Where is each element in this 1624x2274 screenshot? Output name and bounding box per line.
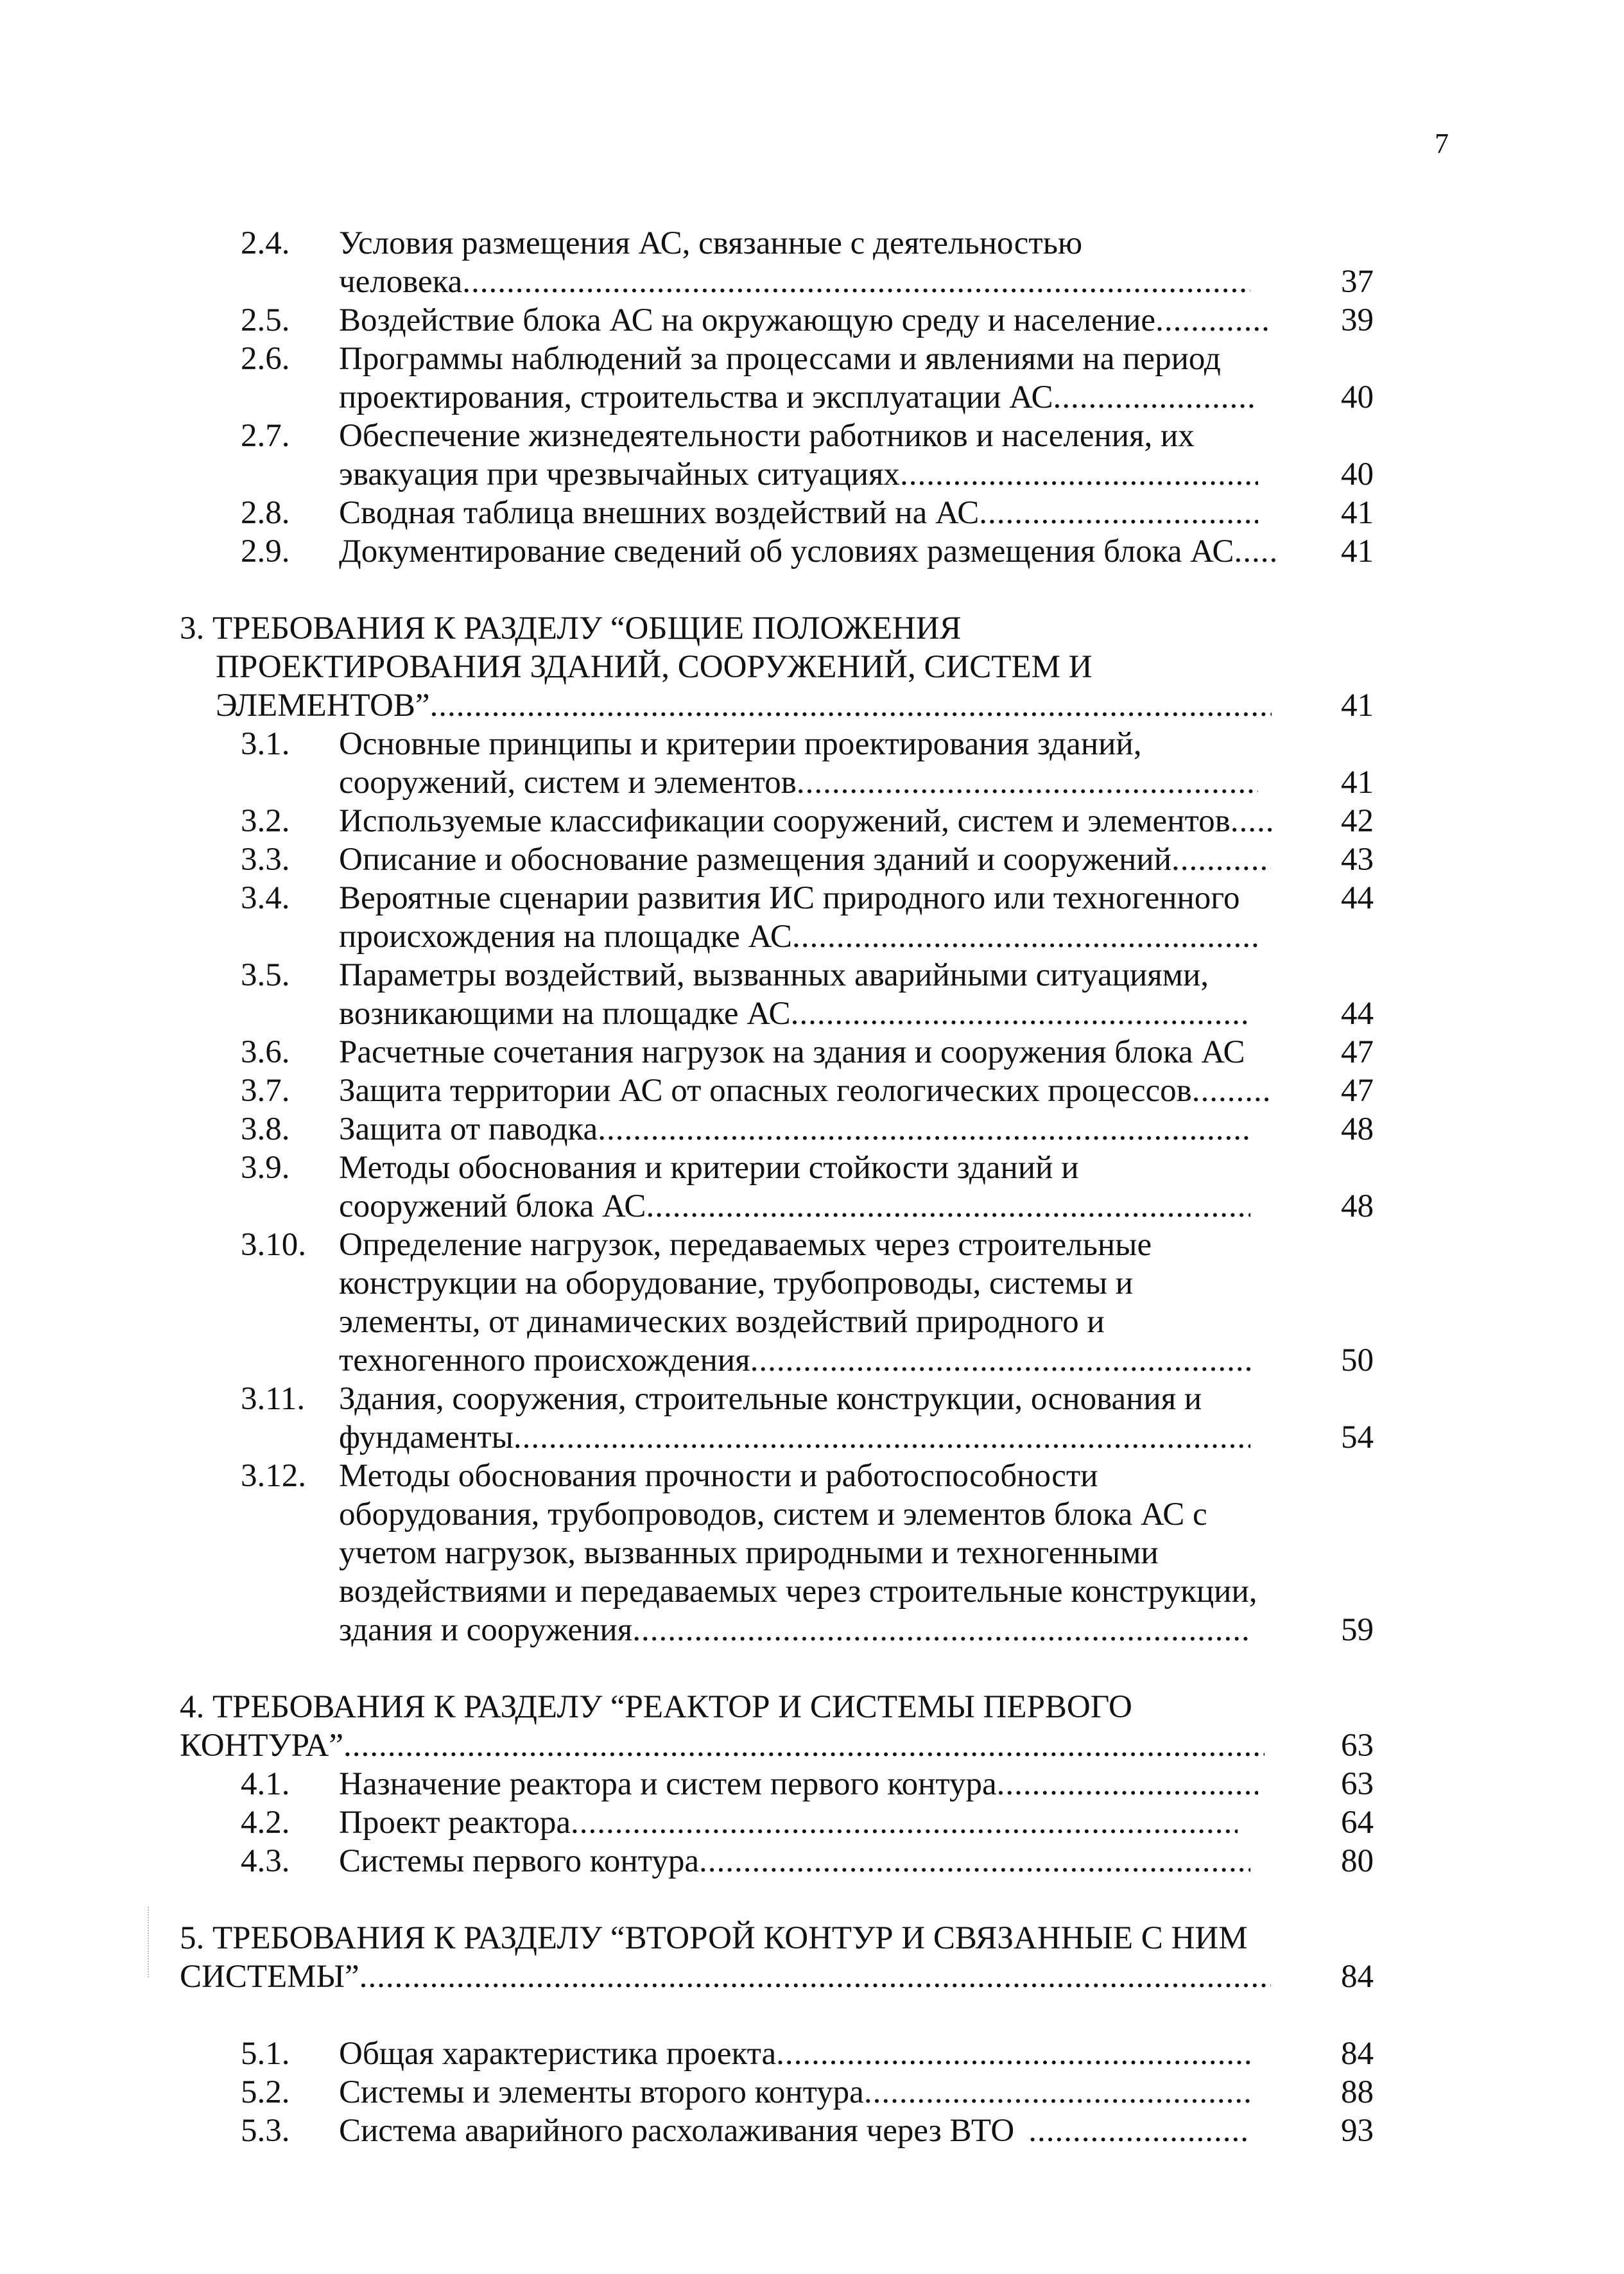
section-heading: 5. ТРЕБОВАНИЯ К РАЗДЕЛУ “ВТОРОЙ КОНТУР И СВЯЗАННЫЕ С НИМ	[180, 1920, 1248, 1956]
entry-title-leader: сооружений, систем и элементов .....	[339, 764, 1258, 801]
entry-title-leader: Описание и обоснование размещения зданий и сооружений .....	[339, 841, 1271, 878]
entry-title-leader: техногенного происхождения .....	[339, 1342, 1250, 1379]
entry-number: 3.10.	[241, 1227, 306, 1263]
entry-number: 3.3.	[241, 842, 290, 878]
entry-number: 4.1.	[241, 1766, 290, 1802]
entry-page: 41	[1341, 495, 1374, 531]
entry-title-leader: Система аварийного расхолаживания через ВТО .....	[339, 2112, 1250, 2149]
section-heading: ПРОЕКТИРОВАНИЯ ЗДАНИЙ, СООРУЖЕНИЙ, СИСТЕМ И	[216, 649, 1093, 685]
entry-page: 42	[1341, 803, 1374, 839]
entry-title: Методы обоснования прочности и работоспособности	[339, 1458, 1098, 1494]
section-heading: 4. ТРЕБОВАНИЯ К РАЗДЕЛУ “РЕАКТОР И СИСТЕМЫ ПЕРВОГО	[180, 1689, 1132, 1725]
entry-number: 4.3.	[241, 1843, 290, 1879]
entry-page: 41	[1341, 534, 1374, 569]
entry-number: 2.6.	[241, 341, 290, 377]
entry-page: 59	[1341, 1612, 1374, 1648]
entry-title-leader: Защита территории АС от опасных геологических процессов .....	[339, 1072, 1271, 1109]
entry-page: 80	[1341, 1843, 1374, 1879]
section-page: 84	[1341, 1959, 1374, 1995]
entry-title: Здания, сооружения, строительные конструкции, основания и	[339, 1381, 1202, 1417]
entry-title-leader: Документирование сведений об условиях размещения блока АС .....	[339, 533, 1276, 570]
entry-number: 3.12.	[241, 1458, 306, 1494]
entry-page: 39	[1341, 302, 1374, 338]
entry-title-leader: Проект реактора .....	[339, 1804, 1238, 1841]
entry-page: 84	[1341, 2036, 1374, 2072]
entry-number: 2.5.	[241, 302, 290, 338]
entry-page: 48	[1341, 1188, 1374, 1224]
entry-title-leader: Системы первого контура .....	[339, 1843, 1250, 1880]
entry-page: 64	[1341, 1805, 1374, 1841]
entry-title-leader: Назначение реактора и систем первого контура .....	[339, 1766, 1258, 1803]
entry-title: Основные принципы и критерии проектирования зданий,	[339, 726, 1142, 762]
entry-page: 44	[1341, 880, 1374, 916]
entry-page: 40	[1341, 456, 1374, 492]
entry-title: Условия размещения АС, связанные с деятельностью	[339, 225, 1083, 261]
entry-page: 40	[1341, 379, 1374, 415]
entry-title: Определение нагрузок, передаваемых через строительные	[339, 1227, 1152, 1263]
section-page: 41	[1341, 688, 1374, 724]
entry-number: 3.1.	[241, 726, 290, 762]
entry-title-leader: Воздействие блока АС на окружающую среду и население .....	[339, 302, 1271, 339]
entry-title: Параметры воздействий, вызванных аварийными ситуациями,	[339, 957, 1209, 993]
entry-title: Программы наблюдений за процессами и явлениями на период	[339, 341, 1221, 377]
entry-title-leader: фундаменты .....	[339, 1419, 1250, 1456]
entry-title-leader: Защита от паводка .....	[339, 1111, 1250, 1148]
entry-page: 47	[1341, 1073, 1374, 1109]
section-heading-leader: ЭЛЕМЕНТОВ” .....	[216, 687, 1272, 724]
entry-page: 50	[1341, 1342, 1374, 1378]
entry-number: 3.6.	[241, 1034, 290, 1070]
entry-title: Вероятные сценарии развития ИС природного или техногенного	[339, 880, 1240, 916]
entry-page: 37	[1341, 264, 1374, 300]
entry-number: 3.7.	[241, 1073, 290, 1109]
entry-number: 3.11.	[241, 1381, 306, 1417]
entry-page: 63	[1341, 1766, 1374, 1802]
section-heading-leader: СИСТЕМЫ” .....	[180, 1958, 1271, 1995]
entry-title-leader: возникающими на площадке АС .....	[339, 995, 1250, 1032]
entry-title-leader: происхождения на площадке АС .....	[339, 918, 1258, 955]
entry-title: Обеспечение жизнедеятельности работников и населения, их	[339, 418, 1195, 454]
entry-title: конструкции на оборудование, трубопроводы, системы и	[339, 1265, 1134, 1301]
entry-title-leader: Системы и элементы второго контура .....	[339, 2074, 1250, 2111]
entry-title-leader: эвакуация при чрезвычайных ситуациях .....	[339, 456, 1258, 493]
entry-number: 5.1.	[241, 2036, 290, 2072]
scan-artifact	[148, 1907, 150, 1977]
entry-title-leader: человека .....	[339, 263, 1250, 300]
entry-number: 5.3.	[241, 2113, 290, 2149]
entry-page: 88	[1341, 2074, 1374, 2110]
entry-title-leader: сооружений блока АС .....	[339, 1188, 1250, 1225]
entry-title: учетом нагрузок, вызванных природными и техногенными	[339, 1535, 1159, 1571]
entry-number: 5.2.	[241, 2074, 290, 2110]
entry-number: 2.4.	[241, 225, 290, 261]
entry-page: 48	[1341, 1111, 1374, 1147]
entry-number: 3.2.	[241, 803, 290, 839]
entry-number: 3.9.	[241, 1150, 290, 1186]
entry-title-leader: Общая характеристика проекта .....	[339, 2035, 1250, 2072]
entry-number: 2.7.	[241, 418, 290, 454]
entry-number: 3.4.	[241, 880, 290, 916]
entry-title: Расчетные сочетания нагрузок на здания и сооружения блока АС	[339, 1034, 1245, 1070]
entry-page: 54	[1341, 1419, 1374, 1455]
entry-title-leader: Используемые классификации сооружений, систем и элементов .....	[339, 803, 1276, 840]
entry-number: 2.9.	[241, 534, 290, 569]
entry-title-leader: проектирования, строительства и эксплуатации АС .....	[339, 379, 1258, 416]
entry-number: 3.8.	[241, 1111, 290, 1147]
section-heading-leader: КОНТУРА” .....	[180, 1727, 1265, 1764]
entry-page: 44	[1341, 996, 1374, 1032]
entry-number: 2.8.	[241, 495, 290, 531]
entry-number: 3.5.	[241, 957, 290, 993]
entry-page: 47	[1341, 1034, 1374, 1070]
entry-title: воздействиями и передаваемых через строительные конструкции,	[339, 1574, 1257, 1610]
entry-title-leader: здания и сооружения .....	[339, 1611, 1250, 1649]
entry-title: элементы, от динамических воздействий природного и	[339, 1304, 1105, 1340]
entry-page: 41	[1341, 765, 1374, 801]
section-heading: 3. ТРЕБОВАНИЯ К РАЗДЕЛУ “ОБЩИЕ ПОЛОЖЕНИЯ	[180, 611, 962, 647]
entry-number: 4.2.	[241, 1805, 290, 1841]
entry-page: 43	[1341, 842, 1374, 878]
entry-title: оборудования, трубопроводов, систем и элементов блока АС с	[339, 1497, 1207, 1532]
page-number: 7	[1435, 128, 1449, 159]
section-page: 63	[1341, 1728, 1374, 1764]
entry-page: 93	[1341, 2113, 1374, 2149]
entry-title: Методы обоснования и критерии стойкости зданий и	[339, 1150, 1079, 1186]
entry-title-leader: Сводная таблица внешних воздействий на АС .....	[339, 494, 1258, 532]
